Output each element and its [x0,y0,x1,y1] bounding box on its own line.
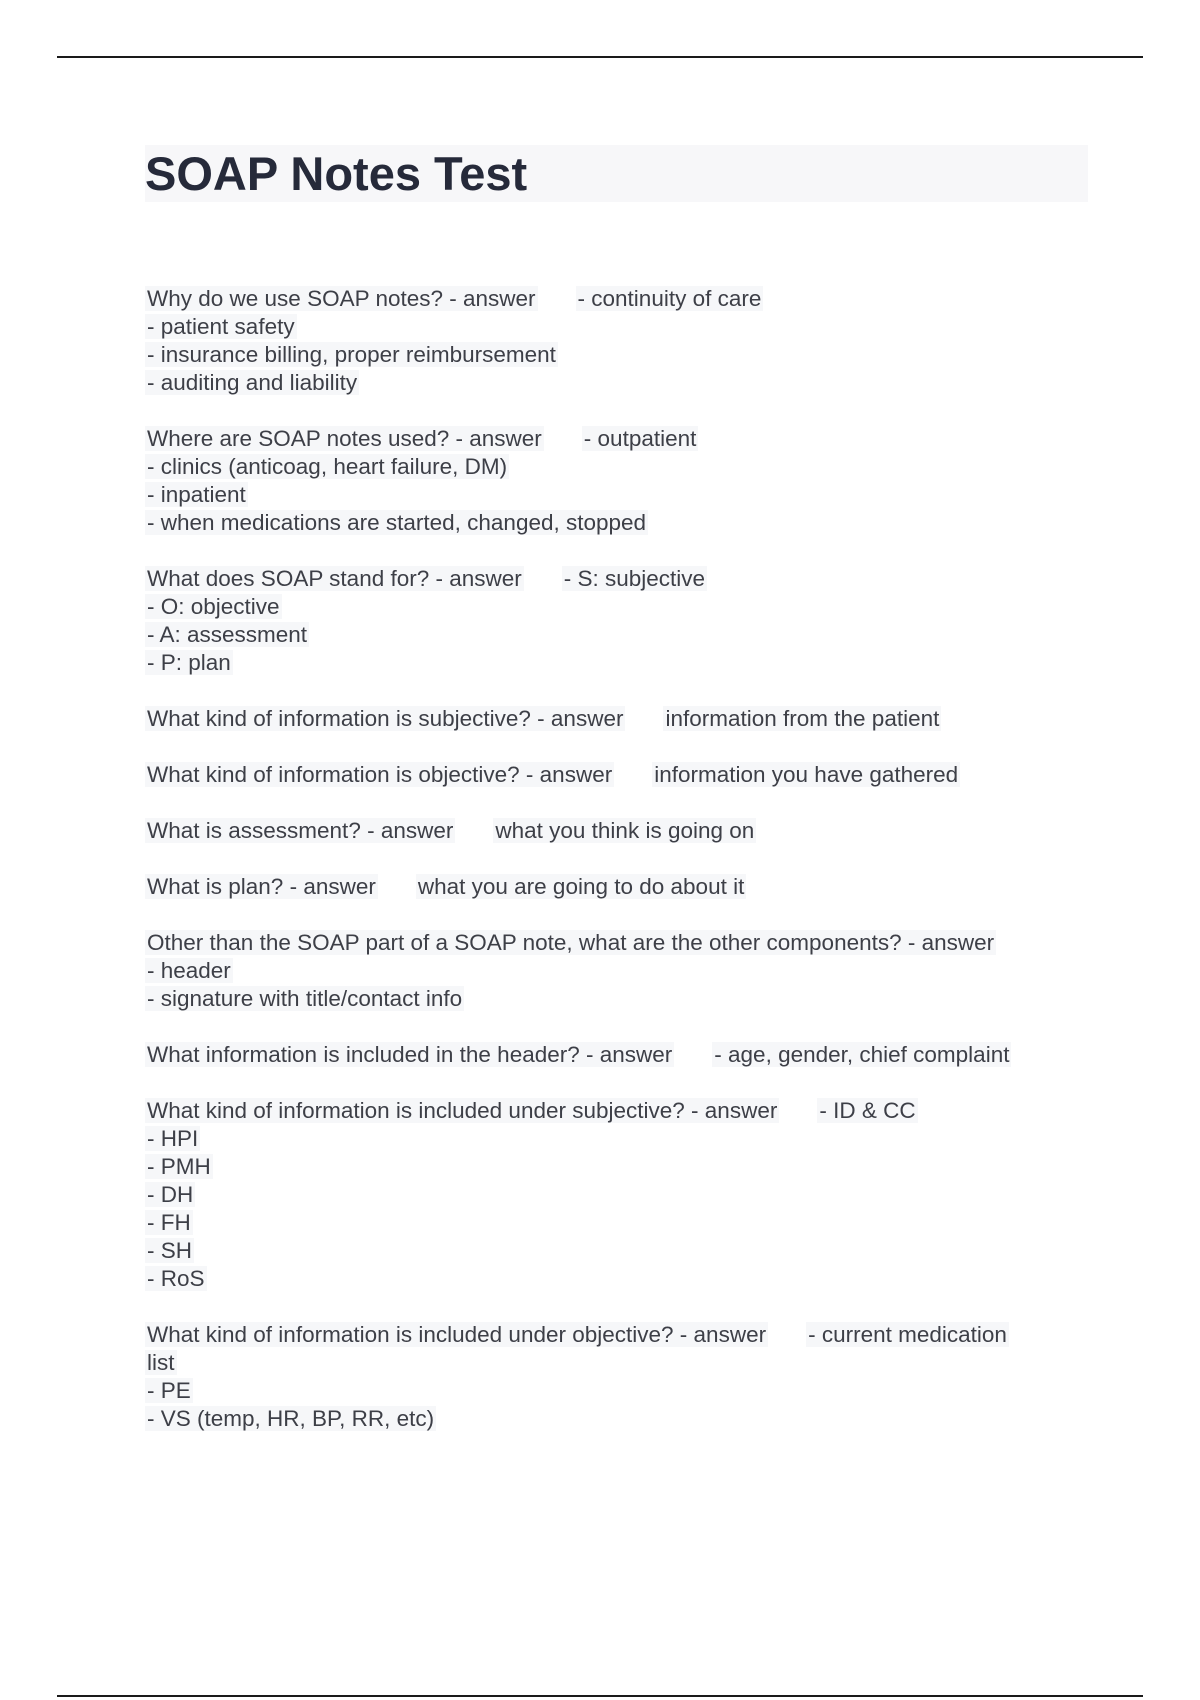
qa-item [145,1041,1080,1069]
answer-line-text: - patient safety [147,314,295,339]
question-text: What is assessment? - answer [147,818,454,843]
answer-line-text: - O: objective [147,594,280,619]
answer-line [145,1237,1080,1265]
answer-line [145,509,1080,537]
qa-item [145,565,1080,677]
qa-item [145,929,1080,1013]
answer-line [145,481,1080,509]
answer-line-text: - auditing and liability [147,370,358,395]
question-text: What is plan? - answer [147,874,376,899]
answer-line [145,1181,1080,1209]
answer-line-text: - A: assessment [147,622,308,647]
answer-line [145,593,1080,621]
answer-line [145,1405,1080,1433]
answer-line [145,1125,1080,1153]
question-text: Other than the SOAP part of a SOAP note, what are the other components? - answer [147,930,995,955]
qa-first-line [145,761,1080,789]
qa-list [145,285,1080,1461]
question-text: What information is included in the header? - answer [147,1042,673,1067]
answer-line [145,1153,1080,1181]
answer-line-text: - inpatient [147,482,246,507]
answer-line-text: - clinics (anticoag, heart failure, DM) [147,454,508,479]
qa-first-line [145,1321,1080,1349]
bottom-rule [57,1695,1143,1697]
qa-item [145,873,1080,901]
qa-first-line [145,1041,1080,1069]
answer-text: what you are going to do about it [417,874,745,899]
answer-line-text: - when medications are started, changed, stopped [147,510,647,535]
question-text: What kind of information is included under objective? - answer [147,1322,767,1347]
answer-text: information you have gathered [654,762,959,787]
answer-text: what you think is going on [495,818,755,843]
answer-line [145,453,1080,481]
answer-line [145,649,1080,677]
answer-line [145,341,1080,369]
answer-text: information from the patient [665,706,940,731]
answer-line [145,621,1080,649]
answer-line [145,313,1080,341]
answer-line [145,1377,1080,1405]
answer-line [145,1349,1080,1377]
qa-first-line [145,873,1080,901]
qa-item [145,425,1080,537]
answer-line-text: - HPI [147,1126,199,1151]
question-text: What kind of information is subjective? - answer [147,706,624,731]
answer-text: - outpatient [583,426,697,451]
qa-first-line [145,565,1080,593]
top-rule [57,56,1143,58]
answer-line-text: - insurance billing, proper reimbursement [147,342,556,367]
question-text: What does SOAP stand for? - answer [147,566,522,591]
answer-line-text: - header [147,958,231,983]
question-text: Why do we use SOAP notes? - answer [147,286,536,311]
answer-line-text: list [147,1350,175,1375]
qa-first-line [145,425,1080,453]
answer-text: - current medication [808,1322,1007,1347]
answer-line [145,1209,1080,1237]
answer-text: - continuity of care [577,286,762,311]
qa-item [145,1097,1080,1293]
answer-line-text: - RoS [147,1266,205,1291]
qa-first-line [145,705,1080,733]
answer-line-text: - PMH [147,1154,211,1179]
answer-line-text: - PE [147,1378,191,1403]
answer-line [145,985,1080,1013]
answer-line-text: - DH [147,1182,194,1207]
answer-line [145,369,1080,397]
answer-line-text: - SH [147,1238,192,1263]
qa-first-line [145,817,1080,845]
qa-item [145,761,1080,789]
qa-first-line [145,285,1080,313]
answer-line [145,1265,1080,1293]
answer-line-text: - FH [147,1210,191,1235]
question-text: What kind of information is objective? - answer [147,762,613,787]
answer-text: - ID & CC [819,1098,916,1123]
qa-first-line [145,929,1080,957]
answer-line-text: - P: plan [147,650,231,675]
answer-line [145,957,1080,985]
answer-line-text: - VS (temp, HR, BP, RR, etc) [147,1406,435,1431]
qa-item [145,285,1080,397]
answer-line-text: - signature with title/contact info [147,986,463,1011]
qa-item [145,1321,1080,1433]
question-text: Where are SOAP notes used? - answer [147,426,542,451]
question-text: What kind of information is included under subjective? - answer [147,1098,778,1123]
answer-text: - S: subjective [563,566,706,591]
answer-text: - age, gender, chief complaint [714,1042,1010,1067]
qa-first-line [145,1097,1080,1125]
qa-item [145,817,1080,845]
qa-item [145,705,1080,733]
page-title: SOAP Notes Test [145,147,528,200]
